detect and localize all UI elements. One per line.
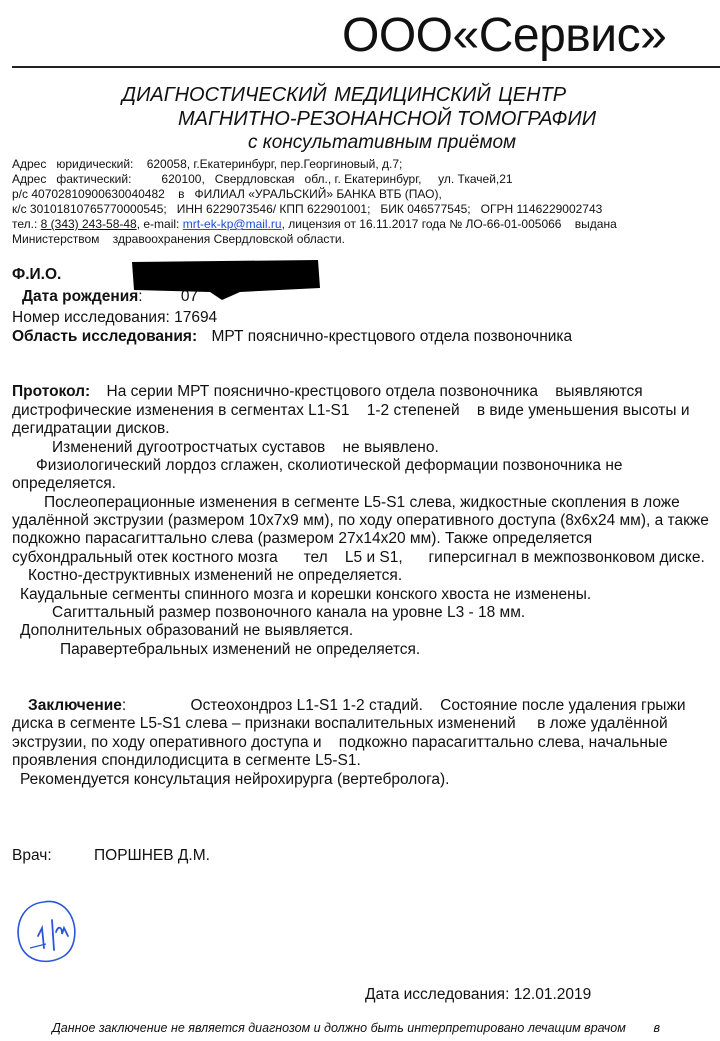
ministry-line: Министерством здравоохранения Свердловской области. <box>12 232 345 246</box>
study-date: Дата исследования: 12.01.2019 <box>365 986 592 1003</box>
conclusion-line-4: проявления спондилодисцита в сегменте L5-S1. <box>12 752 361 769</box>
protocol-line-2: дистрофические изменения в сегментах L1-S1 1-2 степеней в виде уменьшения высоты и <box>12 402 690 419</box>
fio-label: Ф.И.О. <box>12 266 62 283</box>
disclaimer-footer: Данное заключение не является диагнозом и должно быть интерпретировано лечащим врачом в <box>52 1021 661 1035</box>
study-number: 17694 <box>174 309 218 326</box>
conclusion-line-2: диска в сегменте L5-S1 слева – признаки воспалительных изменений в ложе удалённой <box>12 715 668 732</box>
protocol-line-14: Дополнительных образований не выявляется. <box>20 622 354 639</box>
protocol-line-6: определяется. <box>12 475 116 492</box>
study-area-value: МРТ пояснично-крестцового отдела позвоночника <box>211 328 573 345</box>
conclusion-line-1 <box>28 697 685 715</box>
phone-number[interactable]: 8 (343) 243-58-48 <box>40 217 137 231</box>
study-area-label: Область исследования: <box>12 328 198 345</box>
center-title-line2: МАГНИТНО-РЕЗОНАНСНОЙ ТОМОГРАФИИ <box>178 108 597 130</box>
contacts-line <box>12 217 617 232</box>
protocol-line-4: Изменений дугоотростчатых суставов не выявлено. <box>52 439 439 456</box>
protocol-line-10: субхондральный отек костного мозга тел L5 и S1, гиперсигнал в межпозвонковом диске. <box>12 549 705 566</box>
bank-details-line: к/с 30101810765770000545; ИНН 6229073546/ КПП 622901001; БИК 046577545; ОГРН 1146229002743 <box>12 202 603 216</box>
conclusion-line-5: Рекомендуется консультация нейрохирурга (вертебролога). <box>20 771 450 788</box>
phone-label: тел.: <box>12 217 41 231</box>
protocol-line-7: Послеоперационные изменения в сегменте L5-S1 слева, жидкостные скопления в ложе <box>44 494 680 511</box>
birth-date-partial: 07 <box>180 288 199 305</box>
legal-address-value: 620058, г.Екатеринбург, пер.Георгиновый, д.7; <box>146 157 403 171</box>
legal-address <box>12 157 402 172</box>
email-label: , e-mail: <box>136 217 183 231</box>
license-text: , лицензия от 16.11.2017 года № ЛО-66-01-005066 выдана <box>281 217 617 231</box>
conclusion-line-3: экструзии, по ходу оперативного доступа и подкожно парасагиттально слева, начальные <box>12 734 668 751</box>
header-divider <box>12 66 720 68</box>
legal-address-label: Адрес юридический: <box>12 157 134 171</box>
actual-address <box>12 172 513 187</box>
study-number-label: Номер исследования: <box>12 309 170 326</box>
protocol-line-11: Костно-деструктивных изменений не определяется. <box>28 567 403 584</box>
study-number-row <box>12 309 217 327</box>
company-name: ООО«Сервис» <box>342 9 667 62</box>
protocol-line-9: подкожно парасагиттально слева (размером 27х14х20 мм). Также определяется <box>12 530 593 547</box>
actual-address-label: Адрес фактический: <box>12 172 132 186</box>
redaction-mark <box>130 258 322 300</box>
conclusion-text: Остеохондроз L1-S1 1-2 стадий. Состояние после удаления грыжи <box>190 697 686 714</box>
bank-account-line: р/с 40702810900630040482 в ФИЛИАЛ «УРАЛЬСКИЙ» БАНКА ВТБ (ПАО), <box>12 187 442 201</box>
doctor-signature <box>8 892 104 972</box>
protocol-line-3: дегидратации дисков. <box>12 420 170 437</box>
protocol-line-8: удалённой экструзии (размером 10х7х9 мм), по ходу оперативного доступа (8х6х24 мм), а также <box>12 512 709 529</box>
center-title-line3: с консультативным приёмом <box>248 132 517 153</box>
protocol-line-13: Сагиттальный размер позвоночного канала на уровне L3 - 18 мм. <box>52 604 526 621</box>
doctor-label: Врач: <box>12 847 52 864</box>
doctor-name: ПОРШНЕВ Д.М. <box>94 847 210 864</box>
birth-date-colon: : <box>138 288 143 305</box>
conclusion-label: Заключение <box>28 697 122 714</box>
protocol-line-1 <box>12 383 643 401</box>
protocol-line-15: Паравертебральных изменений не определяется. <box>60 641 421 658</box>
protocol-label: Протокол: <box>12 383 91 400</box>
center-title-line1: ДИАГНОСТИЧЕСКИЙ МЕДИЦИНСКИЙ ЦЕНТР <box>122 84 567 106</box>
conclusion-colon: : <box>121 697 127 714</box>
protocol-line-12: Каудальные сегменты спинного мозга и корешки конского хвоста не изменены. <box>20 586 592 603</box>
study-area-row <box>12 328 572 346</box>
protocol-line-5: Физиологический лордоз сглажен, сколиотической деформации позвоночника не <box>36 457 623 474</box>
actual-address-value: 620100, Свердловская обл., г. Екатеринбург, ул. Ткачей,21 <box>161 172 513 186</box>
email-link[interactable]: mrt-ek-kp@mail.ru <box>182 217 282 231</box>
birth-date-label: Дата рождения <box>22 288 139 305</box>
protocol-text: На серии МРТ пояснично-крестцового отдела позвоночника выявляются <box>106 383 643 400</box>
